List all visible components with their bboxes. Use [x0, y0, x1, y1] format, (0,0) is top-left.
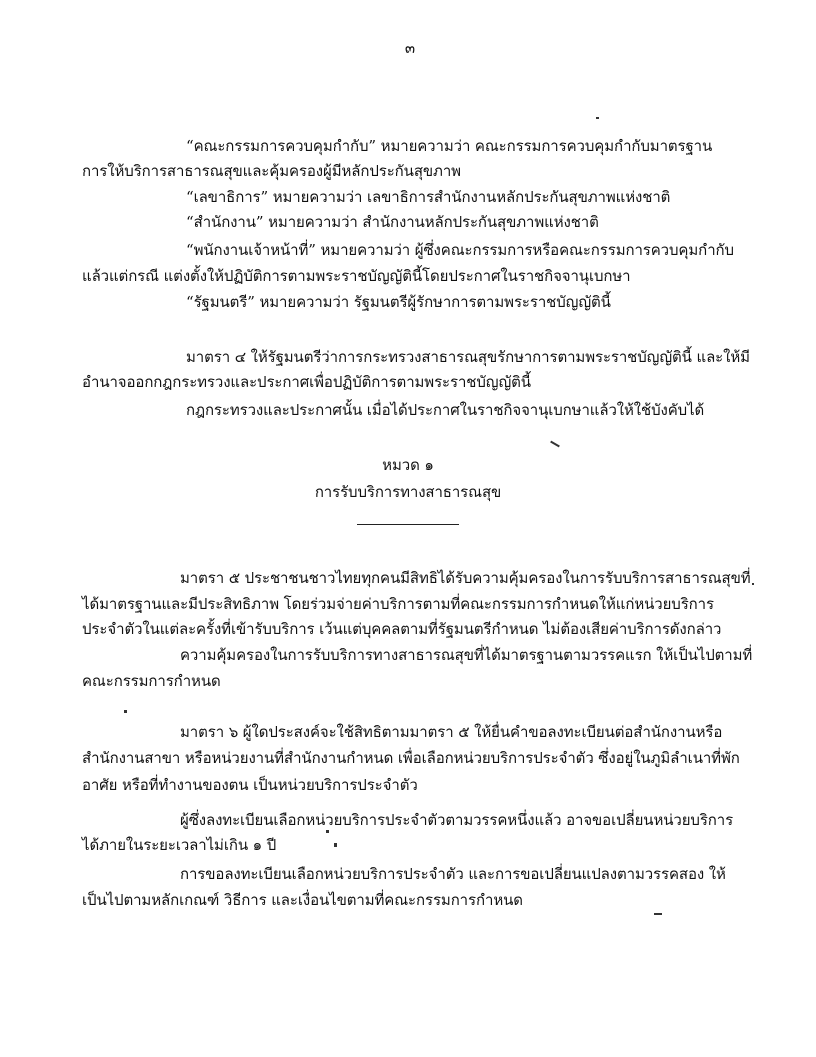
section-5-line-2: ได้มาตรฐานและมีประสิทธิภาพ โดยร่วมจ่ายค่าบริการตามที่คณะกรรมการกำหนดให้แก่หน่วยบริการ: [82, 595, 714, 613]
scan-speck: [124, 710, 127, 713]
chapter-number: หมวด ๑: [382, 456, 434, 474]
section-6-line-6: การขอลงทะเบียนเลือกหน่วยบริการประจำตัว และการขอเปลี่ยนแปลงตามวรรคสอง ให้: [180, 865, 726, 883]
section-6-line-2: สำนักงานสาขา หรือหน่วยงานที่สำนักงานกำหนด เพื่อเลือกหน่วยบริการประจำตัว ซึ่งอยู่ในภูมิลำเนาที่พัก: [82, 749, 740, 767]
section-5-line-1: มาตรา ๕ ประชาชนชาวไทยทุกคนมีสิทธิได้รับความคุ้มครองในการรับบริการสาธารณสุขที่: [180, 569, 751, 587]
definition-secretary-general: “เลขาธิการ” หมายความว่า เลขาธิการสำนักงานหลักประกันสุขภาพแห่งชาติ: [186, 188, 671, 206]
scan-speck: [326, 830, 329, 833]
scan-speck: [334, 843, 337, 847]
section-6-line-1: มาตรา ๖ ผู้ใดประสงค์จะใช้สิทธิตามมาตรา ๕ ให้ยื่นคำขอลงทะเบียนต่อสำนักงานหรือ: [180, 723, 723, 741]
definition-minister: “รัฐมนตรี” หมายความว่า รัฐมนตรีผู้รักษาการตามพระราชบัญญัตินี้: [186, 293, 611, 311]
section-5-line-4: ความคุ้มครองในการรับบริการทางสาธารณสุขที่ได้มาตรฐานตามวรรคแรก ให้เป็นไปตามที่: [180, 646, 753, 664]
section-6-line-5: ได้ภายในระยะเวลาไม่เกิน ๑ ปี: [82, 836, 277, 854]
section-5-line-3: ประจำตัวในแต่ละครั้งที่เข้ารับบริการ เว้นแต่บุคคลตามที่รัฐมนตรีกำหนด ไม่ต้องเสียค่าบริการดังกล่าว: [82, 620, 722, 638]
definition-supervisory-committee-cont: การให้บริการสาธารณสุขและคุ้มครองผู้มีหลักประกันสุขภาพ: [82, 162, 461, 180]
definition-office: “สำนักงาน” หมายความว่า สำนักงานหลักประกันสุขภาพแห่งชาติ: [186, 213, 599, 231]
section-6-line-7: เป็นไปตามหลักเกณฑ์ วิธีการ และเงื่อนไขตามที่คณะกรรมการกำหนด: [82, 891, 523, 909]
scan-speck: [752, 583, 754, 585]
section-4-line-2: อำนาจออกกฎกระทรวงและประกาศเพื่อปฏิบัติการตามพระราชบัญญัตินี้: [82, 373, 531, 391]
scan-speck: [596, 117, 599, 119]
definition-supervisory-committee: “คณะกรรมการควบคุมกำกับ” หมายความว่า คณะกรรมการควบคุมกำกับมาตรฐาน: [186, 137, 713, 155]
scan-speck: [550, 441, 560, 448]
chapter-underline: [357, 524, 459, 525]
chapter-title: การรับบริการทางสาธารณสุข: [314, 483, 502, 501]
definition-competent-official: “พนักงานเจ้าหน้าที่” หมายความว่า ผู้ซึ่งคณะกรรมการหรือคณะกรรมการควบคุมกำกับ: [186, 241, 734, 259]
page-number: ๓: [404, 39, 416, 57]
section-6-line-3: อาศัย หรือที่ทำงานของตน เป็นหน่วยบริการประจำตัว: [82, 776, 418, 794]
section-6-line-4: ผู้ซึ่งลงทะเบียนเลือกหน่วยบริการประจำตัวตามวรรคหนึ่งแล้ว อาจขอเปลี่ยนหน่วยบริการ: [180, 811, 734, 829]
scan-speck: [654, 913, 662, 915]
section-4-line-3: กฎกระทรวงและประกาศนั้น เมื่อได้ประกาศในราชกิจจานุเบกษาแล้วให้ใช้บังคับได้: [186, 401, 705, 419]
definition-competent-official-cont: แล้วแต่กรณี แต่งตั้งให้ปฏิบัติการตามพระราชบัญญัตินี้โดยประกาศในราชกิจจานุเบกษา: [82, 267, 631, 285]
section-4-line-1: มาตรา ๔ ให้รัฐมนตรีว่าการกระทรวงสาธารณสุขรักษาการตามพระราชบัญญัตินี้ และให้มี: [186, 348, 750, 366]
section-5-line-5: คณะกรรมการกำหนด: [82, 672, 221, 690]
